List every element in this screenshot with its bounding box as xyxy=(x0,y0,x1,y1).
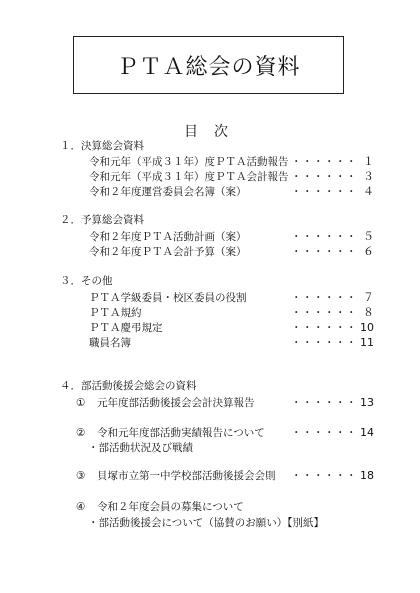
toc-item-text: 令和２年度会員の募集について xyxy=(97,501,244,513)
toc-item-text: ＰＴＡ規約 xyxy=(89,307,142,319)
toc-subitem-text: ・部活動後援会について（協賛のお願い）【別紙】 xyxy=(88,517,325,529)
toc-item-text: 職員名簿 xyxy=(89,337,131,349)
toc-item-text: 令和元年（平成３１年）度ＰＴＡ活動報告 xyxy=(89,156,289,168)
page-number: 13 xyxy=(360,396,374,409)
item-marker: ④ xyxy=(76,501,86,513)
page-number: 10 xyxy=(360,321,374,334)
page-number: ７ xyxy=(363,291,374,304)
leader-dots: ・・・・・・ xyxy=(291,397,357,409)
leader-dots: ・・・・・・ xyxy=(291,427,357,439)
page-number: ３ xyxy=(363,170,374,183)
toc-item-text: 令和２年度運営委員会名簿（案） xyxy=(89,186,247,198)
toc-item-text: 令和２年度ＰＴＡ会計予算（案） xyxy=(89,246,247,258)
page-number: 18 xyxy=(360,469,374,482)
toc-item-text: ＰＴＡ学級委員・校区委員の役割 xyxy=(89,292,247,304)
document-title: ＰＴＡ総会の資料 xyxy=(116,54,301,80)
page-number: ５ xyxy=(363,230,374,243)
item-marker: ② xyxy=(76,427,86,439)
leader-dots: ・・・・・・ xyxy=(291,231,357,243)
toc-item-text: ＰＴＡ慶弔規定 xyxy=(89,322,163,334)
leader-dots: ・・・・・・ xyxy=(291,337,357,349)
page-number: ８ xyxy=(363,306,374,319)
leader-dots: ・・・・・・ xyxy=(291,246,357,258)
toc-item-text: 元年度部活動後援会会計決算報告 xyxy=(97,397,255,409)
leader-dots: ・・・・・・ xyxy=(291,292,357,304)
item-marker: ③ xyxy=(76,470,86,482)
toc-heading: 目 次 xyxy=(184,124,229,140)
leader-dots: ・・・・・・ xyxy=(291,470,357,482)
leader-dots: ・・・・・・ xyxy=(291,307,357,319)
page-number: 11 xyxy=(360,336,374,349)
toc-subitem-text: ・部活動状況及び戦績 xyxy=(88,442,193,454)
section-heading: １．決算総会資料 xyxy=(60,140,144,152)
toc-item-text: 令和元年度部活動実績報告について xyxy=(97,427,265,439)
leader-dots: ・・・・・・ xyxy=(291,186,357,198)
section-heading: ４．部活動後援会総会の資料 xyxy=(60,380,197,392)
leader-dots: ・・・・・・ xyxy=(291,171,357,183)
leader-dots: ・・・・・・ xyxy=(291,322,357,334)
item-marker: ① xyxy=(76,397,86,409)
toc-item-text: 令和２年度ＰＴＡ活動計画（案） xyxy=(89,231,247,243)
toc-item-text: 貝塚市立第一中学校部活動後援会会則 xyxy=(97,470,276,482)
page-number: ６ xyxy=(363,245,374,258)
page-number: １ xyxy=(363,155,374,168)
section-heading: ２．予算総会資料 xyxy=(60,214,144,226)
section-heading: ３．その他 xyxy=(60,275,113,287)
leader-dots: ・・・・・・ xyxy=(291,156,357,168)
page-number: ４ xyxy=(363,185,374,198)
title-box xyxy=(73,36,344,94)
toc-item-text: 令和元年（平成３１年）度ＰＴＡ会計報告 xyxy=(89,171,289,183)
page-number: 14 xyxy=(360,426,374,439)
